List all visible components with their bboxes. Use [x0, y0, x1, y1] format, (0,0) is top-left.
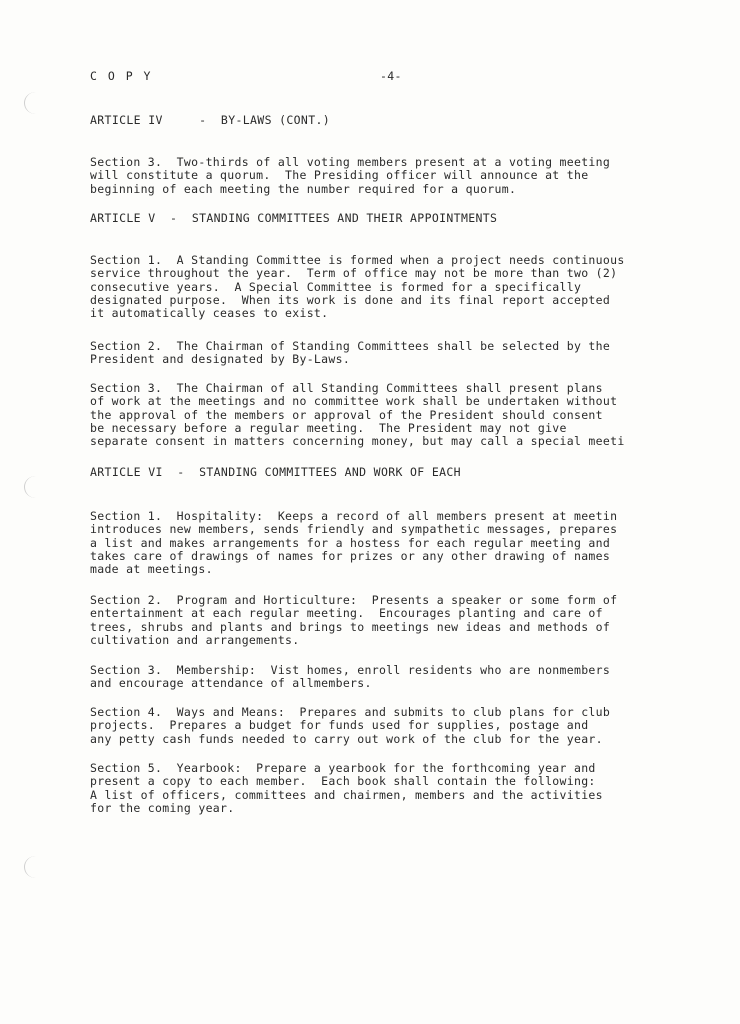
article-vi-section-2: [90, 594, 720, 647]
text-line: beginning of each meeting the number required for a quorum.: [90, 181, 517, 196]
text-line: made at meetings.: [90, 562, 213, 577]
article-vi-section-5: [90, 762, 720, 815]
text-line: Section 5. Yearbook: Prepare a yearbook for the forthcoming year and: [90, 761, 596, 775]
text-line: the approval of the members or approval of the President should consent: [90, 407, 603, 422]
article-vi-section-4: [90, 706, 720, 746]
text-line: service throughout the year. Term of office may not be more than two (2): [90, 266, 618, 281]
text-line: consecutive years. A Special Committee is formed for a specifically: [90, 279, 582, 294]
text-line: Section 3. Membership: Vist homes, enroll residents who are nonmembers: [90, 663, 611, 677]
punch-hole-mark: [24, 856, 47, 878]
text-line: and encourage attendance of allmembers.: [90, 676, 372, 691]
page-number: -4-: [380, 69, 402, 83]
text-line: Section 2. The Chairman of Standing Committees shall be selected by the: [90, 339, 611, 353]
article-v-section-2: [90, 340, 720, 367]
article-v-heading: ARTICLE V - STANDING COMMITTEES AND THEIR APPOINTMENTS: [90, 211, 498, 225]
text-line: will constitute a quorum. The Presiding officer will announce at the: [90, 168, 589, 183]
text-line: takes care of drawings of names for prizes or any other drawing of names: [90, 548, 611, 563]
text-line: entertainment at each regular meeting. Encourages planting and care of: [90, 606, 603, 621]
text-line: Section 3. The Chairman of all Standing Committees shall present plans: [90, 381, 603, 395]
text-line: of work at the meetings and no committee work shall be undertaken without: [90, 394, 618, 409]
text-line: Section 1. A Standing Committee is formed when a project needs continuous: [90, 253, 625, 267]
text-line: introduces new members, sends friendly and sympathetic messages, prepares: [90, 522, 618, 537]
article-vi-heading: ARTICLE VI - STANDING COMMITTEES AND WORK OF EACH: [90, 465, 461, 479]
text-line: Section 1. Hospitality: Keeps a record of all members present at meetin: [90, 509, 618, 523]
text-line: separate consent in matters concerning money, but may call a special meeti: [90, 434, 625, 449]
article-vi-section-1: [90, 510, 720, 576]
text-line: any petty cash funds needed to carry out work of the club for the year.: [90, 731, 603, 746]
text-line: it automatically ceases to exist.: [90, 306, 329, 321]
article-v-section-1: [90, 254, 720, 320]
text-line: Section 3. Two-thirds of all voting members present at a voting meeting: [90, 155, 611, 169]
text-line: Section 4. Ways and Means: Prepares and submits to club plans for club: [90, 705, 611, 719]
text-line: cultivation and arrangements.: [90, 632, 300, 647]
punch-hole-mark: [24, 92, 47, 114]
text-line: A list of officers, committees and chairmen, members and the activities: [90, 787, 603, 802]
text-line: projects. Prepares a budget for funds used for supplies, postage and: [90, 718, 589, 733]
text-line: for the coming year.: [90, 800, 235, 815]
text-line: designated purpose. When its work is done and its final report accepted: [90, 292, 611, 307]
text-line: present a copy to each member. Each book shall contain the following:: [90, 774, 596, 789]
article-iv-section-3: [90, 156, 720, 196]
text-line: trees, shrubs and plants and brings to meetings new ideas and methods of: [90, 619, 611, 634]
text-line: President and designated by By-Laws.: [90, 352, 351, 367]
text-line: Section 2. Program and Horticulture: Presents a speaker or some form of: [90, 593, 618, 607]
copy-label: C O P Y: [90, 69, 153, 83]
article-vi-section-3: [90, 664, 720, 691]
text-line: a list and makes arrangements for a hostess for each regular meeting and: [90, 535, 611, 550]
article-iv-heading: ARTICLE IV - BY-LAWS (CONT.): [90, 113, 331, 127]
article-v-section-3: [90, 382, 720, 448]
text-line: be necessary before a regular meeting. The President may not give: [90, 420, 567, 435]
punch-hole-mark: [24, 476, 47, 498]
